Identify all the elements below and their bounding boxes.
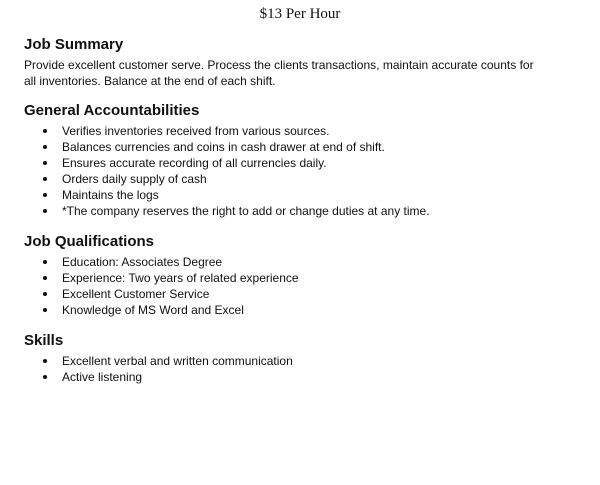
list-item-text: Maintains the logs — [62, 188, 159, 202]
list-item-text: Education: Associates Degree — [62, 255, 223, 269]
list-item — [24, 171, 584, 187]
bullet-icon — [43, 260, 47, 264]
list-item-text: Excellent Customer Service — [62, 287, 210, 301]
list-item — [24, 155, 584, 171]
general-accountabilities-list — [24, 123, 584, 219]
list-item — [24, 270, 584, 286]
list-item — [24, 353, 584, 369]
bullet-icon — [43, 193, 47, 197]
list-item — [24, 123, 584, 139]
list-item-text: Ensures accurate recording of all currencies daily. — [62, 156, 327, 170]
job-summary-text-line-2: all inventories. Balance at the end of each shift. — [24, 74, 276, 88]
bullet-icon — [43, 276, 47, 280]
pay-rate: $13 Per Hour — [259, 6, 341, 22]
bullet-icon — [43, 177, 47, 181]
general-accountabilities-heading: General Accountabilities — [24, 102, 200, 119]
general-accountabilities-section — [24, 102, 584, 219]
job-summary-text — [24, 57, 584, 89]
job-qualifications-list — [24, 254, 584, 318]
skills-list — [24, 353, 584, 385]
list-item-text: Orders daily supply of cash — [62, 172, 207, 186]
list-item — [24, 139, 584, 155]
job-summary-text-line-1: Provide excellent customer serve. Process the clients transactions, maintain accurate counts for — [24, 58, 534, 72]
skills-section — [24, 332, 584, 385]
list-item — [24, 254, 584, 270]
list-item — [24, 302, 584, 318]
job-qualifications-heading: Job Qualifications — [24, 233, 155, 250]
bullet-icon — [43, 145, 47, 149]
list-item — [24, 286, 584, 302]
list-item — [24, 369, 584, 385]
job-qualifications-section — [24, 233, 584, 318]
list-item-text: Excellent verbal and written communication — [62, 354, 293, 368]
bullet-icon — [43, 129, 47, 133]
bullet-icon — [43, 308, 47, 312]
bullet-icon — [43, 359, 47, 363]
list-item-text: Knowledge of MS Word and Excel — [62, 303, 244, 317]
list-item — [24, 203, 584, 219]
list-item-text: Experience: Two years of related experience — [62, 271, 299, 285]
list-item — [24, 187, 584, 203]
bullet-icon — [43, 375, 47, 379]
list-item-text: Verifies inventories received from various sources. — [62, 124, 330, 138]
list-item-text: *The company reserves the right to add or change duties at any time. — [62, 204, 430, 218]
bullet-icon — [43, 292, 47, 296]
bullet-icon — [43, 209, 47, 213]
list-item-text: Active listening — [62, 370, 143, 384]
bullet-icon — [43, 161, 47, 165]
job-summary-section — [24, 36, 584, 89]
job-summary-heading: Job Summary — [24, 36, 124, 53]
skills-heading: Skills — [24, 332, 64, 349]
list-item-text: Balances currencies and coins in cash drawer at end of shift. — [62, 140, 385, 154]
